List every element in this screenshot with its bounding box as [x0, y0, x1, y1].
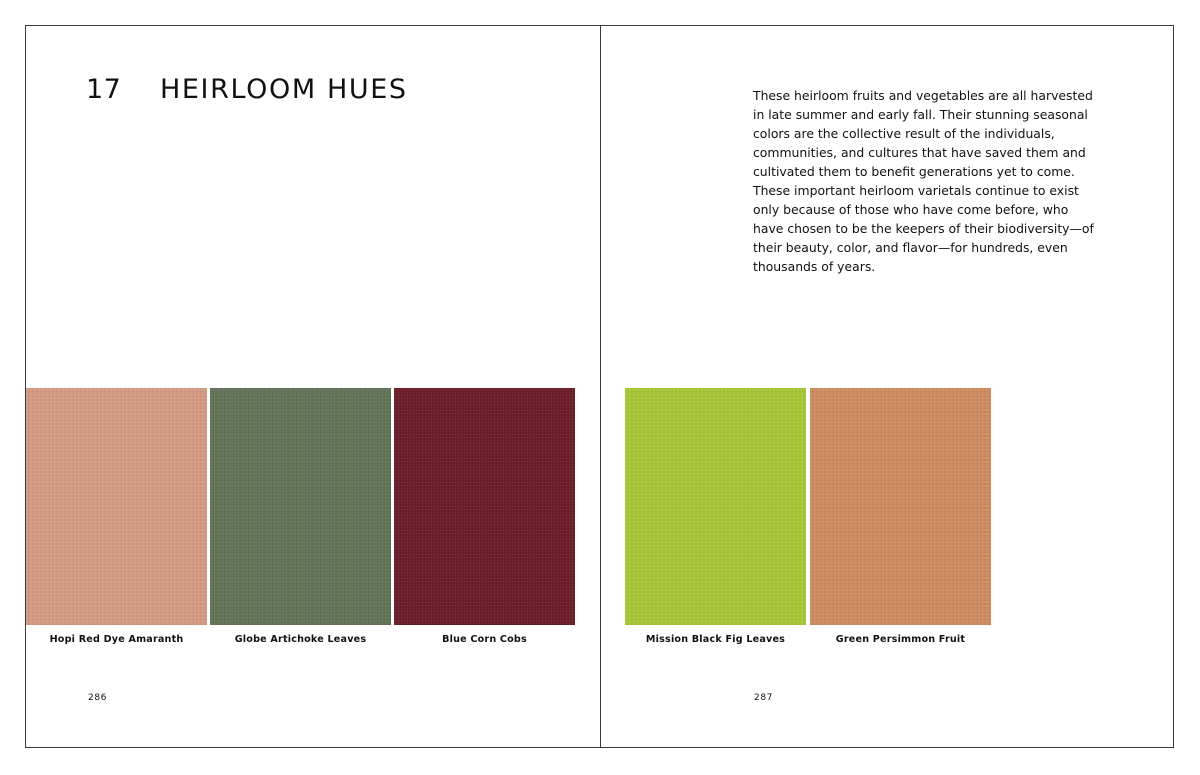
- swatch-caption: Green Persimmon Fruit: [835, 634, 966, 645]
- swatch-caption: Blue Corn Cobs: [442, 634, 527, 645]
- left-page: [26, 26, 601, 747]
- color-swatch-green-persimmon-fruit: [810, 388, 991, 625]
- swatch-caption: Mission Black Fig Leaves: [645, 634, 786, 645]
- intro-paragraph: These heirloom fruits and vegetables are all harvested in late summer and early fall. Their stunning seasonal colors are the collective result of the individuals, communities, and cultures that have saved them and cultivated them to benefit generations yet to come. These important heirloom varietals continue to exist only because of those who have come before, who have chosen to be the keepers of their biodiversity—of their beauty, color, and flavor—for hundreds, even thousands of years.: [753, 88, 1094, 274]
- color-swatch-globe-artichoke-leaves: [210, 388, 391, 625]
- page-number-left: 286: [88, 693, 107, 703]
- swatch-caption: Globe Artichoke Leaves: [234, 634, 367, 645]
- book-spread: [25, 25, 1174, 748]
- chapter-title: HEIRLOOM HUES: [160, 74, 408, 105]
- color-swatch-mission-black-fig-leaves: [625, 388, 806, 625]
- chapter-number: 17: [86, 74, 122, 105]
- color-swatch-hopi-red-dye-amaranth: [26, 388, 207, 625]
- page-number-right: 287: [754, 693, 773, 703]
- color-swatch-blue-corn-cobs: [394, 388, 575, 625]
- swatch-caption: Hopi Red Dye Amaranth: [49, 634, 184, 645]
- right-page: [601, 26, 1173, 747]
